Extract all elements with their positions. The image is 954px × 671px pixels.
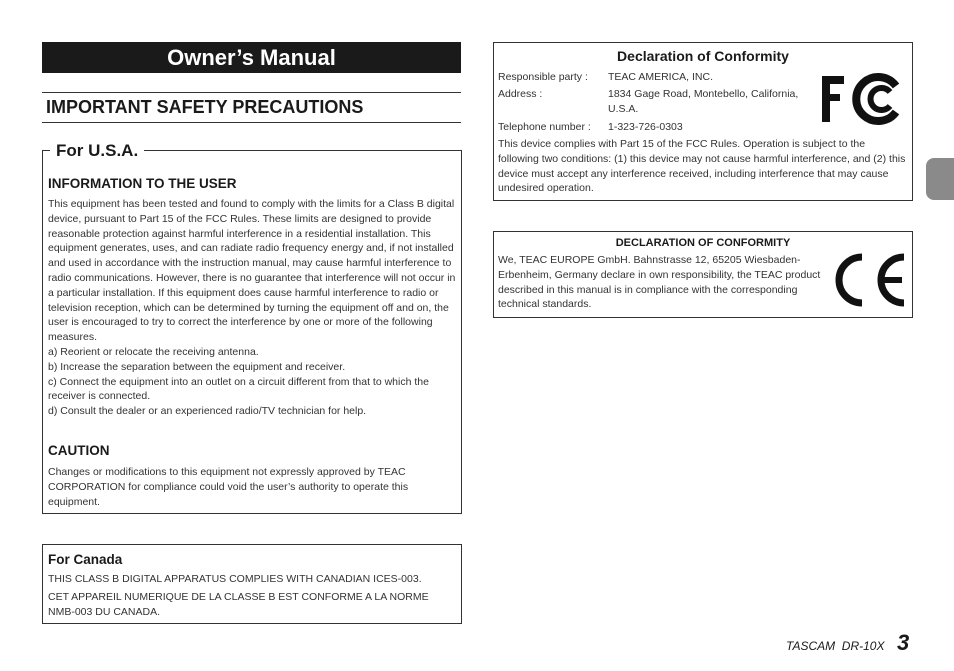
page-title: Owner’s Manual xyxy=(42,42,461,73)
caution-heading: CAUTION xyxy=(48,443,110,458)
page-number: 3 xyxy=(897,630,910,655)
canada-statement-en: THIS CLASS B DIGITAL APPARATUS COMPLIES WITH CANADIAN ICES-003. xyxy=(48,573,422,585)
info-to-user-body xyxy=(48,197,458,419)
info-measure-d: d) Consult the dealer or an experienced radio/TV technician for help. xyxy=(48,405,367,418)
ce-mark-icon xyxy=(830,253,908,307)
ce-declaration-text: We, TEAC EUROPE GmbH. Bahnstrasse 12, 65205 Wiesbaden-Erbenheim, Germany declare in own responsibility, the TEAC product described in this manual is in compliance with the corresponding technical standards. xyxy=(498,254,821,311)
section-heading-safety: IMPORTANT SAFETY PRECAUTIONS xyxy=(42,92,461,123)
info-paragraph: This equipment has been tested and found to comply with the limits for a Class B digital device, pursuant to Part 15 of the FCC Rules. These limits are designed to provide reasonable protection against harmful interference in a residential installation. This equipment generates, uses, and can radiate radio frequency energy and, if not installed and used in accordance with the instruction manual, may cause harmful interference to radio communications. However, there is no guarantee that interference will not occur in a particular installation. If this equipment does cause harmful interference to radio or television reception, which can be determined by turning the equipment off and on, the user is encouraged to try to correct the interference by one or more of the following measures. xyxy=(48,198,456,344)
info-to-user-heading: INFORMATION TO THE USER xyxy=(48,176,237,191)
info-measure-a: a) Reorient or relocate the receiving antenna. xyxy=(48,345,259,358)
fcc-logo-icon xyxy=(820,72,900,126)
telephone-value: 1-323-726-0303 xyxy=(608,121,683,133)
address-value: 1834 Gage Road, Montebello, California, U.S.A. xyxy=(608,88,799,115)
footer-brand-model: TASCAM DR-10X xyxy=(786,639,885,653)
responsible-party-label: Responsible party : xyxy=(498,71,588,83)
responsible-party-value: TEAC AMERICA, INC. xyxy=(608,71,714,83)
canada-heading: For Canada xyxy=(48,552,123,567)
caution-body: Changes or modifications to this equipment not expressly approved by TEAC CORPORATION for compliance could void the user’s authority to operate this equipment. xyxy=(48,466,409,508)
chapter-side-tab xyxy=(926,158,954,200)
ce-declaration-title: DECLARATION OF CONFORMITY xyxy=(615,237,791,249)
canada-statement-fr: CET APPAREIL NUMERIQUE DE LA CLASSE B EST CONFORME A LA NORME NMB-003 DU CANADA. xyxy=(48,591,429,618)
telephone-label: Telephone number : xyxy=(498,121,591,133)
address-label: Address : xyxy=(498,88,543,100)
info-measure-c: c) Connect the equipment into an outlet on a circuit different from that to which the receiver is connected. xyxy=(48,375,429,403)
fcc-declaration-title: Declaration of Conformity xyxy=(617,48,789,64)
info-measure-b: b) Increase the separation between the equipment and receiver. xyxy=(48,360,346,373)
fcc-compliance-statement: This device complies with Part 15 of the FCC Rules. Operation is subject to the following two conditions: (1) this device may not cause harmful interference, and (2) this device must accept any interference received, including interference that may cause undesired operation. xyxy=(498,138,906,195)
usa-section-title: For U.S.A. xyxy=(50,140,144,162)
